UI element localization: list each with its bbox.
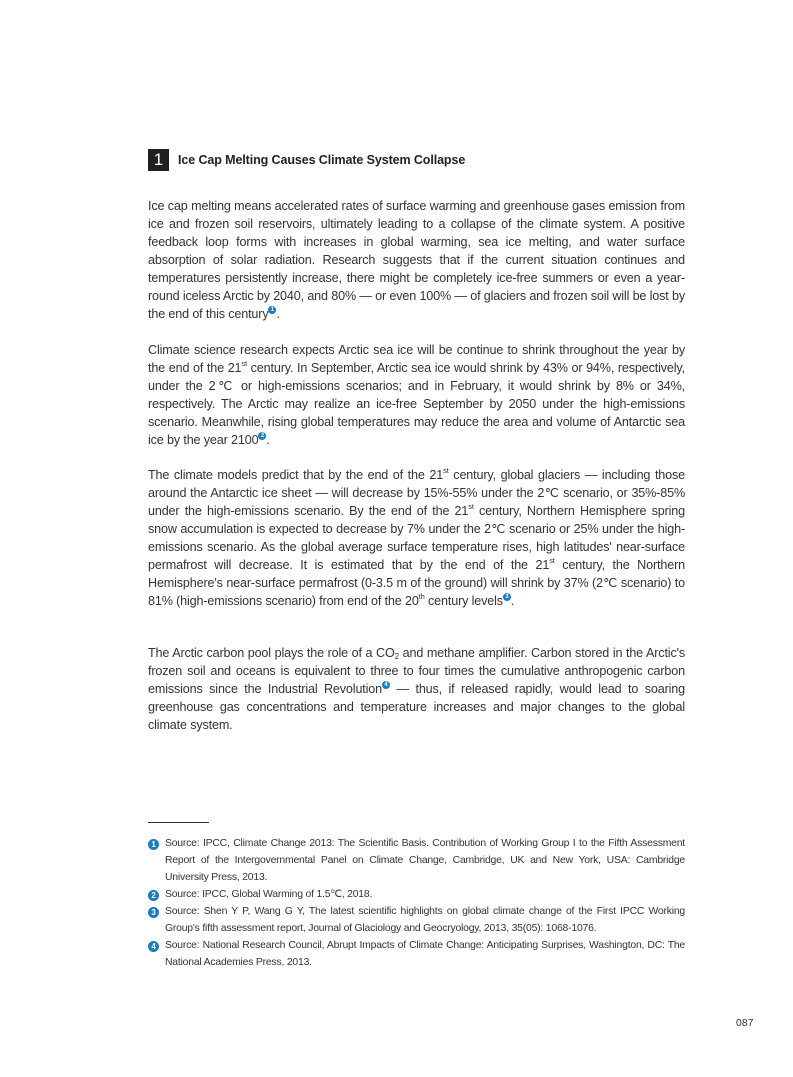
paragraph-text: The climate models predict that by the end of the 21: [148, 467, 444, 482]
footnote: [148, 835, 685, 886]
paragraph-text: .: [266, 432, 270, 447]
footnote: [148, 903, 685, 937]
superscript: st: [468, 501, 474, 511]
paragraph-text: and methane amplifier. Carbon stored in the Arctic's frozen soil and oceans is equivalent to three to four times the cumulative anthropogenic carbon emissions since the Industrial Revolution: [148, 645, 685, 696]
footnote-marker-icon: 2: [148, 890, 159, 901]
paragraph-text: century. In September, Arctic sea ice would shrink by 43% or 94%, respectively, under the 2℃ or high-emissions scenarios; and in February, it would shrink by 8% or 34%, respectively. The Arctic may realize an ice-free September by 2050 under the high-emissions scenario. Meanwhile, rising global temperatures may reduce the area and volume of Antarctic sea ice by the year 2100: [148, 360, 685, 447]
body-paragraph: [148, 644, 685, 734]
footnote-ref-icon: 2: [258, 432, 266, 440]
paragraph-text: century levels: [424, 593, 503, 608]
section-title: Ice Cap Melting Causes Climate System Collapse: [178, 153, 466, 167]
footnote-marker-icon: 4: [148, 941, 159, 952]
footnote-ref-icon: 3: [503, 593, 511, 601]
paragraph-text: century, Northern Hemisphere spring snow accumulation is expected to decrease by 7% under the 2℃ scenario or 25% under the high-emissions scenario. As the global average surface temperature rises, high latitudes' near-surface permafrost will decrease. It is estimated that by the end of the 21: [148, 503, 685, 572]
footnote-divider: [148, 822, 209, 823]
body-paragraph: [148, 466, 685, 610]
superscript: st: [241, 358, 247, 368]
footnote-ref-icon: 1: [268, 306, 276, 314]
superscript: st: [443, 465, 449, 475]
superscript: st: [549, 555, 555, 565]
page-number: 087: [736, 1017, 754, 1029]
paragraph-text: .: [276, 306, 280, 321]
body-paragraph: [148, 341, 685, 449]
footnote-marker-icon: 1: [148, 839, 159, 850]
footnote-marker-icon: 3: [148, 907, 159, 918]
footnote-text: Source: National Research Council, Abrupt Impacts of Climate Change: Anticipating Surprises, Washington, DC: The National Academies Press, 2013.: [165, 940, 685, 968]
paragraph-text: .: [510, 593, 515, 608]
paragraph-text: — thus, if released rapidly, would lead to soaring greenhouse gas concentrations and temperature increases and major changes to the global climate system.: [148, 681, 685, 732]
paragraph-text: Ice cap melting means accelerated rates of surface warming and greenhouse gases emission from ice and frozen soil reservoirs, ultimately leading to a collapse of the climate system. A positive feedback loop forms with increases in global warming, sea ice melting, and water surface absorption of solar radiation. Research suggests that if the current situation continues and temperatures persistently increase, there might be completely ice-free summers or even a year-round iceless Arctic by 2040, and 80% — or even 100% — of glaciers and frozen soil will be lost by the end of this century: [148, 198, 685, 321]
body-paragraph: [148, 197, 685, 323]
paragraph-text: century, the Northern Hemisphere's near-surface permafrost (0-3.5 m of the ground) will shrink by 37% (2℃ scenario) to 81% (high-emissions scenario) from end of the 20: [148, 557, 685, 608]
paragraph-text: The Arctic carbon pool plays the role of a CO: [148, 645, 395, 660]
paragraph-text: century, global glaciers — including those around the Antarctic ice sheet — will decrease by 15%-55% under the 2℃ scenario, or 35%-85% under the high-emissions scenario. By the end of the 21: [148, 467, 686, 518]
footnote-text: Source: IPCC, Climate Change 2013: The Scientific Basis. Contribution of Working Group I to the Fifth Assessment Report of the Intergovernmental Panel on Climate Change, Cambridge, UK and New York, USA: Cambridge University Press, 2013.: [165, 838, 685, 883]
footnote: [148, 886, 685, 903]
subscript: 2: [394, 651, 399, 661]
superscript: th: [418, 591, 425, 601]
section-number-badge: 1: [148, 149, 169, 171]
footnotes: [148, 835, 685, 971]
section-heading: [148, 149, 465, 171]
footnote-text: Source: IPCC, Global Warming of 1.5℃, 2018.: [165, 889, 373, 900]
paragraph-text: Climate science research expects Arctic sea ice will be continue to shrink throughout the year by the end of the 21: [148, 342, 685, 375]
footnote-ref-icon: 4: [382, 681, 390, 689]
footnote: [148, 937, 685, 971]
footnote-text: Source: Shen Y P, Wang G Y, The latest scientific highlights on global climate change of the First IPCC Working Group's fifth assessment report, Journal of Glaciology and Geocryology, 2013, 35(05): 1068-1076.: [165, 906, 685, 934]
